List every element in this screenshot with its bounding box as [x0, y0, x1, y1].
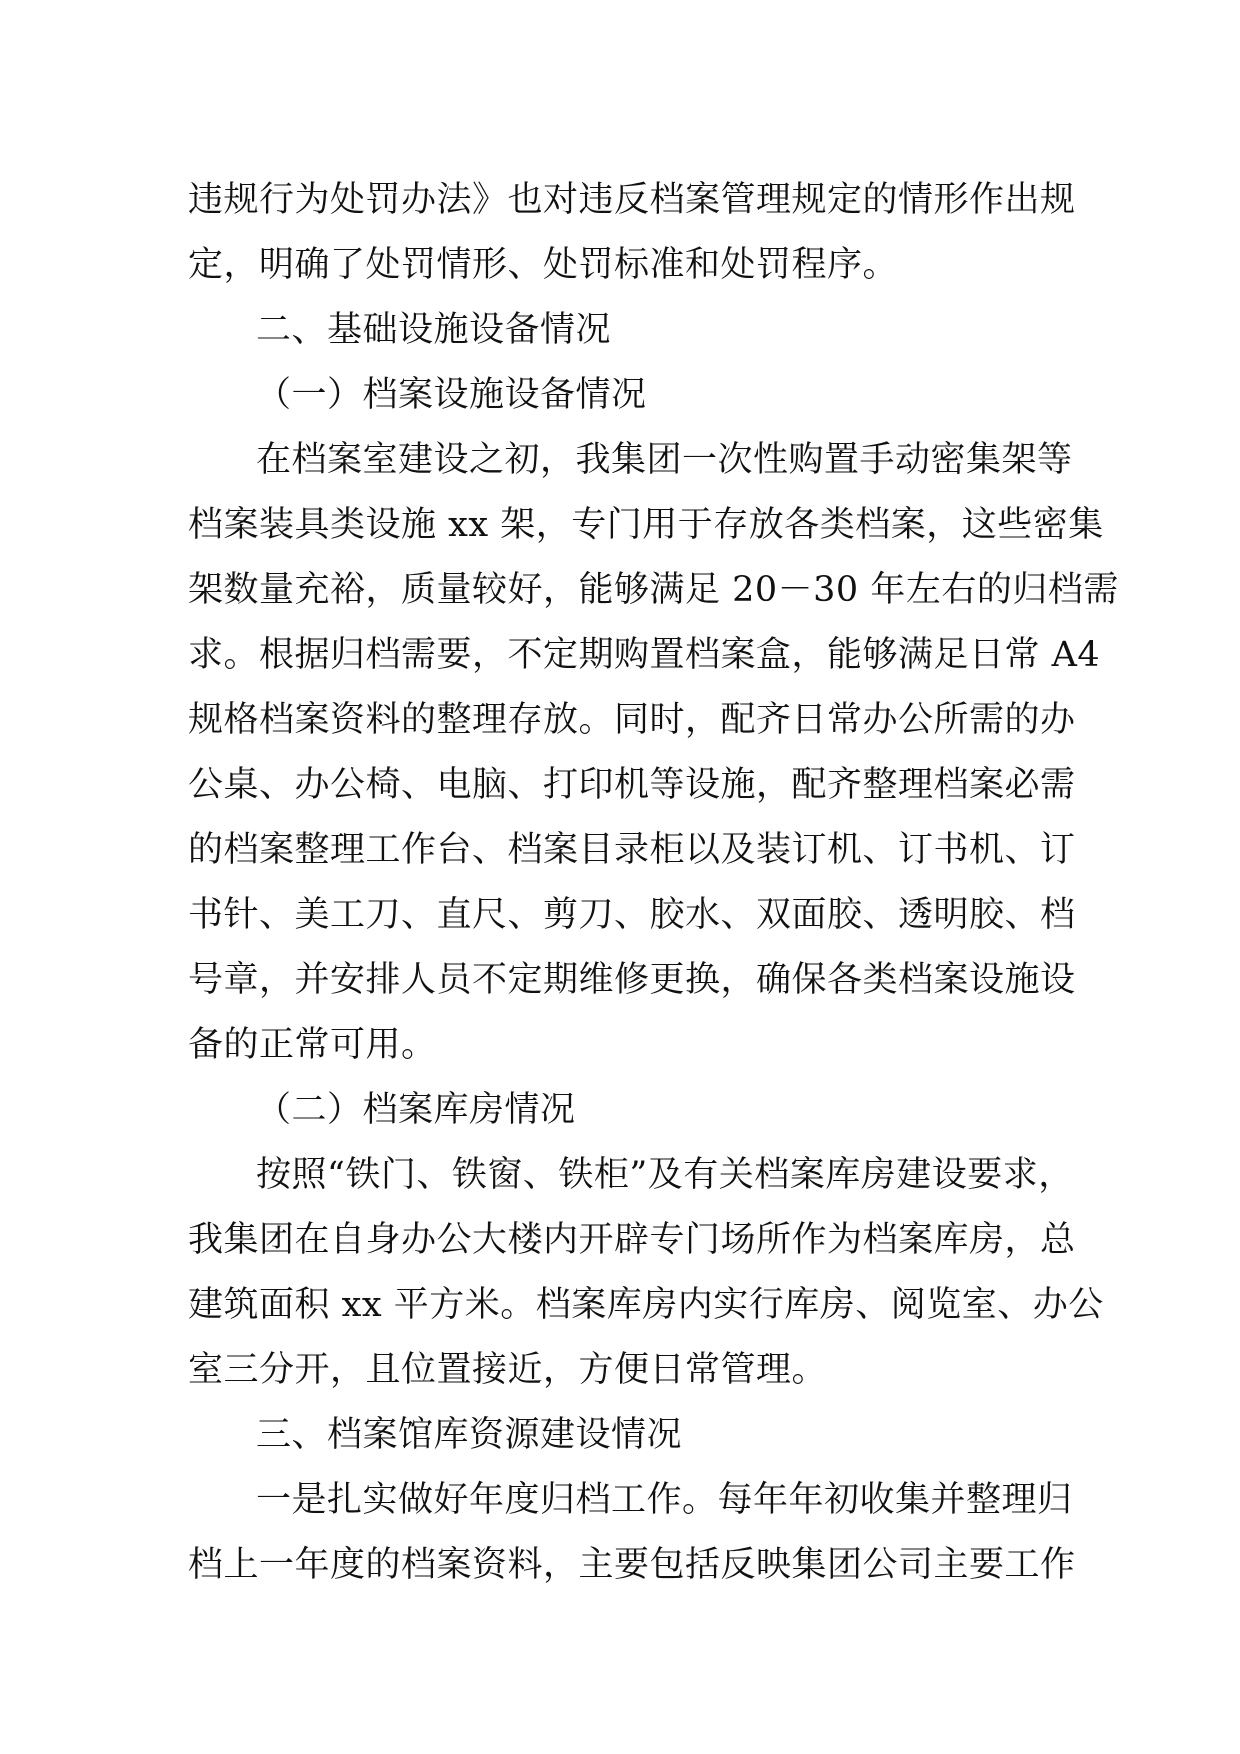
text-line: 的档案整理工作台、档案目录柜以及装订机、订书机、订 — [188, 830, 1076, 870]
text-line: 规格档案资料的整理存放。同时，配齐日常办公所需的办 — [188, 700, 1076, 740]
text-line: 公桌、办公椅、电脑、打印机等设施，配齐整理档案必需 — [188, 765, 1076, 805]
text-line: 档案装具类设施 xx 架，专门用于存放各类档案，这些密集 — [188, 505, 1104, 545]
section-heading: 二、基础设施设备情况 — [256, 310, 612, 350]
text-line: 架数量充裕，质量较好，能够满足 20－30 年左右的归档需 — [188, 570, 1119, 610]
text-line: 室三分开，且位置接近，方便日常管理。 — [188, 1350, 828, 1390]
text-line: 建筑面积 xx 平方米。档案库房内实行库房、阅览室、办公 — [188, 1285, 1104, 1325]
text-line: 书针、美工刀、直尺、剪刀、胶水、双面胶、透明胶、档 — [188, 895, 1076, 935]
text-line: 求。根据归档需要，不定期购置档案盒，能够满足日常 A4 — [188, 635, 1101, 675]
text-line: 按照“铁门、铁窗、铁柜”及有关档案库房建设要求， — [256, 1155, 1074, 1195]
text-line: 档上一年度的档案资料，主要包括反映集团公司主要工作 — [188, 1545, 1076, 1585]
text-line: 在档案室建设之初，我集团一次性购置手动密集架等 — [256, 440, 1073, 480]
text-line: 违规行为处罚办法》也对违反档案管理规定的情形作出规 — [188, 180, 1076, 220]
text-line: 我集团在自身办公大楼内开辟专门场所作为档案库房，总 — [188, 1220, 1076, 1260]
text-line: 定，明确了处罚情形、处罚标准和处罚程序。 — [188, 245, 899, 285]
subsection-heading: （一）档案设施设备情况 — [256, 375, 647, 415]
text-line: 一是扎实做好年度归档工作。每年年初收集并整理归 — [256, 1480, 1073, 1520]
text-line: 备的正常可用。 — [188, 1025, 437, 1065]
document-body — [188, 168, 1119, 1598]
text-line: 号章，并安排人员不定期维修更换，确保各类档案设施设 — [188, 960, 1076, 1000]
subsection-heading: （二）档案库房情况 — [256, 1090, 576, 1130]
section-heading: 三、档案馆库资源建设情况 — [256, 1415, 683, 1455]
